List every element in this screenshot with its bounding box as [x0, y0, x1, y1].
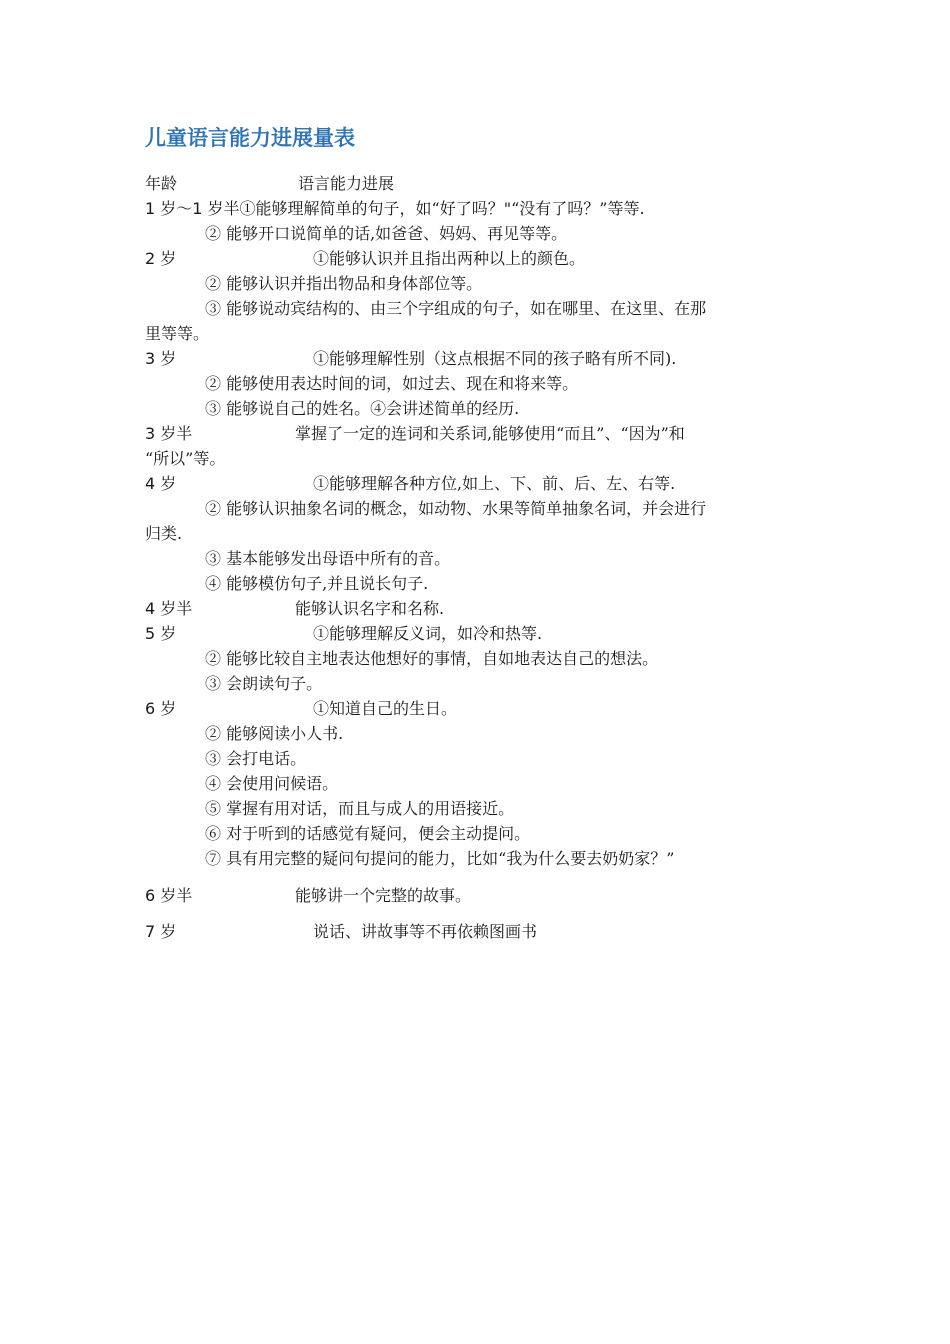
- row-age-4-half: [145, 597, 445, 621]
- row-age-2: [145, 247, 586, 271]
- row-age-1: [145, 197, 645, 221]
- progress-item: ④ 会使用问候语。: [205, 774, 339, 793]
- age-label: 1 岁～1 岁半: [145, 199, 240, 218]
- progress-item-continued: “所以”等。: [145, 449, 226, 468]
- age-label: 5 岁: [145, 624, 177, 643]
- header-progress: 语言能力进展: [298, 174, 395, 193]
- progress-item: 掌握了一定的连词和关系词,能够使用“而且”、“因为”和: [295, 424, 685, 443]
- age-label: 4 岁: [145, 474, 177, 493]
- progress-item: 说话、讲故事等不再依赖图画书: [313, 922, 538, 941]
- progress-item: ② 能够认识抽象名词的概念，如动物、水果等简单抽象名词，并会进行: [205, 499, 707, 518]
- header-age: 年龄: [145, 174, 178, 193]
- age-label: 6 岁半: [145, 886, 193, 905]
- progress-item: ② 能够阅读小人书.: [205, 724, 344, 743]
- progress-item: ④ 能够模仿句子,并且说长句子.: [205, 574, 429, 593]
- table-header: [145, 172, 395, 196]
- row-age-3: [145, 347, 677, 371]
- document-title: 儿童语言能力进展量表: [145, 126, 355, 150]
- row-age-5: [145, 622, 543, 646]
- progress-item: ①能够理解各种方位,如上、下、前、后、左、右等.: [313, 474, 676, 493]
- progress-item: ② 能够使用表达时间的词，如过去、现在和将来等。: [205, 374, 579, 393]
- progress-item: 能够讲一个完整的故事。: [295, 886, 472, 905]
- progress-item: ⑦ 具有用完整的疑问句提问的能力，比如“我为什么要去奶奶家？”: [205, 849, 675, 868]
- age-label: 2 岁: [145, 249, 177, 268]
- progress-item: ② 能够认识并指出物品和身体部位等。: [205, 274, 483, 293]
- progress-item: ⑥ 对于听到的话感觉有疑问，便会主动提问。: [205, 824, 531, 843]
- row-age-4: [145, 472, 676, 496]
- progress-item: ①能够理解反义词，如冷和热等.: [313, 624, 543, 643]
- progress-item: ③ 能够说自己的姓名。④会讲述简单的经历.: [205, 399, 520, 418]
- progress-item: ② 能够开口说简单的话,如爸爸、妈妈、再见等等。: [205, 224, 568, 243]
- row-age-6-half: [145, 884, 472, 908]
- progress-item: ①能够认识并且指出两种以上的颜色。: [313, 249, 586, 268]
- age-label: 6 岁: [145, 699, 177, 718]
- progress-item: ⑤ 掌握有用对话，而且与成人的用语接近。: [205, 799, 515, 818]
- progress-item: ② 能够比较自主地表达他想好的事情，自如地表达自己的想法。: [205, 649, 659, 668]
- progress-item-continued: 归类.: [145, 524, 183, 543]
- progress-item: ③ 基本能够发出母语中所有的音。: [205, 549, 451, 568]
- row-age-7: [145, 920, 538, 944]
- progress-item: 能够认识名字和名称.: [295, 599, 445, 618]
- progress-item-continued: 里等等。: [145, 324, 210, 343]
- progress-item: ①能够理解简单的句子，如“好了吗？"“没有了吗？”等等.: [239, 199, 645, 218]
- progress-item: ③ 会打电话。: [205, 749, 307, 768]
- progress-item: ①能够理解性别（这点根据不同的孩子略有所不同).: [313, 349, 677, 368]
- row-age-3-half: [145, 422, 685, 446]
- row-age-6: [145, 697, 458, 721]
- progress-item: ③ 会朗读句子。: [205, 674, 323, 693]
- progress-item: ③ 能够说动宾结构的、由三个字组成的句子，如在哪里、在这里、在那: [205, 299, 707, 318]
- progress-item: ①知道自己的生日。: [313, 699, 458, 718]
- age-label: 7 岁: [145, 922, 177, 941]
- age-label: 4 岁半: [145, 599, 193, 618]
- age-label: 3 岁半: [145, 424, 193, 443]
- age-label: 3 岁: [145, 349, 177, 368]
